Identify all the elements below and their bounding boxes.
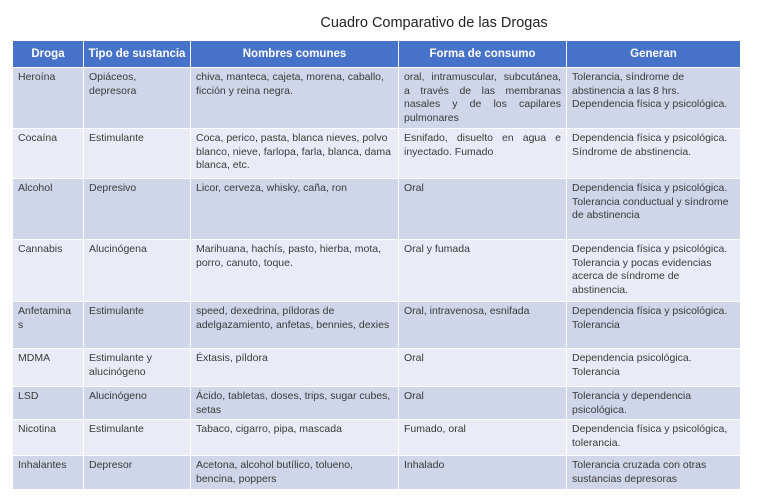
cell-tipo: Alucinógena [84, 240, 191, 302]
table-row [13, 129, 741, 179]
cell-tipo: Estimulante [84, 420, 191, 456]
document-title: Cuadro Comparativo de las Drogas [320, 15, 548, 31]
cell-generan: Dependencia psicológica. Tolerancia [567, 349, 741, 387]
cell-generan: Dependencia física y psicológica. Tolerancia y pocas evidencias acerca de síndrome de abstinencia. [567, 240, 741, 302]
cell-forma: Oral [399, 179, 567, 240]
table-row [13, 420, 741, 456]
cell-nombres: Tabaco, cigarro, pipa, mascada [191, 420, 399, 456]
cell-droga: Cocaína [13, 129, 84, 179]
cell-forma: oral, intramuscular, subcutánea, a través de las membranas nasales y de los capilares pulmonares [399, 68, 567, 129]
cell-nombres: Acetona, alcohol butílico, tolueno, bencina, poppers [191, 456, 399, 490]
cell-nombres: Marihuana, hachís, pasto, hierba, mota, porro, canuto, toque. [191, 240, 399, 302]
table-row [13, 387, 741, 420]
table-row [13, 302, 741, 349]
cell-forma: Oral [399, 349, 567, 387]
cell-tipo: Opiáceos, depresora [84, 68, 191, 129]
cell-tipo: Alucinógeno [84, 387, 191, 420]
cell-nombres: Coca, perico, pasta, blanca nieves, polvo blanco, nieve, farlopa, farla, blanca, dama blanca, etc. [191, 129, 399, 179]
cell-forma: Inhalado [399, 456, 567, 490]
cell-forma: Esnifado, disuelto en agua e inyectado. Fumado [399, 129, 567, 179]
cell-generan: Dependencia física y psicológica, tolerancia. [567, 420, 741, 456]
cell-nombres: Ácido, tabletas, doses, trips, sugar cubes, setas [191, 387, 399, 420]
cell-tipo: Estimulante [84, 129, 191, 179]
table-row [13, 456, 741, 490]
header-tipo-sustancia: Tipo de sustancia [84, 41, 191, 68]
cell-droga: MDMA [13, 349, 84, 387]
cell-generan: Tolerancia, síndrome de abstinencia a las 8 hrs. Dependencia física y psicológica. [567, 68, 741, 129]
cell-droga: LSD [13, 387, 84, 420]
cell-generan: Tolerancia cruzada con otras sustancias depresoras [567, 456, 741, 490]
header-forma-consumo: Forma de consumo [399, 41, 567, 68]
cell-droga: Cannabis [13, 240, 84, 302]
table-row [13, 179, 741, 240]
cell-droga: Anfetamina s [13, 302, 84, 349]
cell-forma: Oral [399, 387, 567, 420]
cell-generan: Dependencia física y psicológica. Tolerancia conductual y síndrome de abstinencia [567, 179, 741, 240]
cell-tipo: Estimulante y alucinógeno [84, 349, 191, 387]
cell-generan: Dependencia física y psicológica. Síndrome de abstinencia. [567, 129, 741, 179]
cell-nombres: speed, dexedrina, píldoras de adelgazamiento, anfetas, bennies, dexies [191, 302, 399, 349]
header-generan: Generan [567, 41, 741, 68]
cell-forma: Oral, intravenosa, esnifada [399, 302, 567, 349]
header-droga: Droga [13, 41, 84, 68]
cell-generan: Dependencia física y psicológica. Tolerancia [567, 302, 741, 349]
cell-forma: Fumado, oral [399, 420, 567, 456]
table-row [13, 68, 741, 129]
table-row [13, 349, 741, 387]
header-nombres-comunes: Nombres comunes [191, 41, 399, 68]
cell-nombres: Licor, cerveza, whisky, caña, ron [191, 179, 399, 240]
table-row [13, 240, 741, 302]
cell-tipo: Estimulante [84, 302, 191, 349]
drug-comparison-table [12, 40, 741, 490]
cell-droga: Nicotina [13, 420, 84, 456]
cell-nombres: chiva, manteca, cajeta, morena, caballo, ficción y reina negra. [191, 68, 399, 129]
cell-droga: Inhalantes [13, 456, 84, 490]
cell-nombres: Éxtasis, píldora [191, 349, 399, 387]
cell-tipo: Depresivo [84, 179, 191, 240]
cell-tipo: Depresor [84, 456, 191, 490]
cell-droga: Heroína [13, 68, 84, 129]
cell-droga: Alcohol [13, 179, 84, 240]
table-header-row [13, 41, 741, 68]
cell-forma: Oral y fumada [399, 240, 567, 302]
cell-generan: Tolerancia y dependencia psicológica. [567, 387, 741, 420]
